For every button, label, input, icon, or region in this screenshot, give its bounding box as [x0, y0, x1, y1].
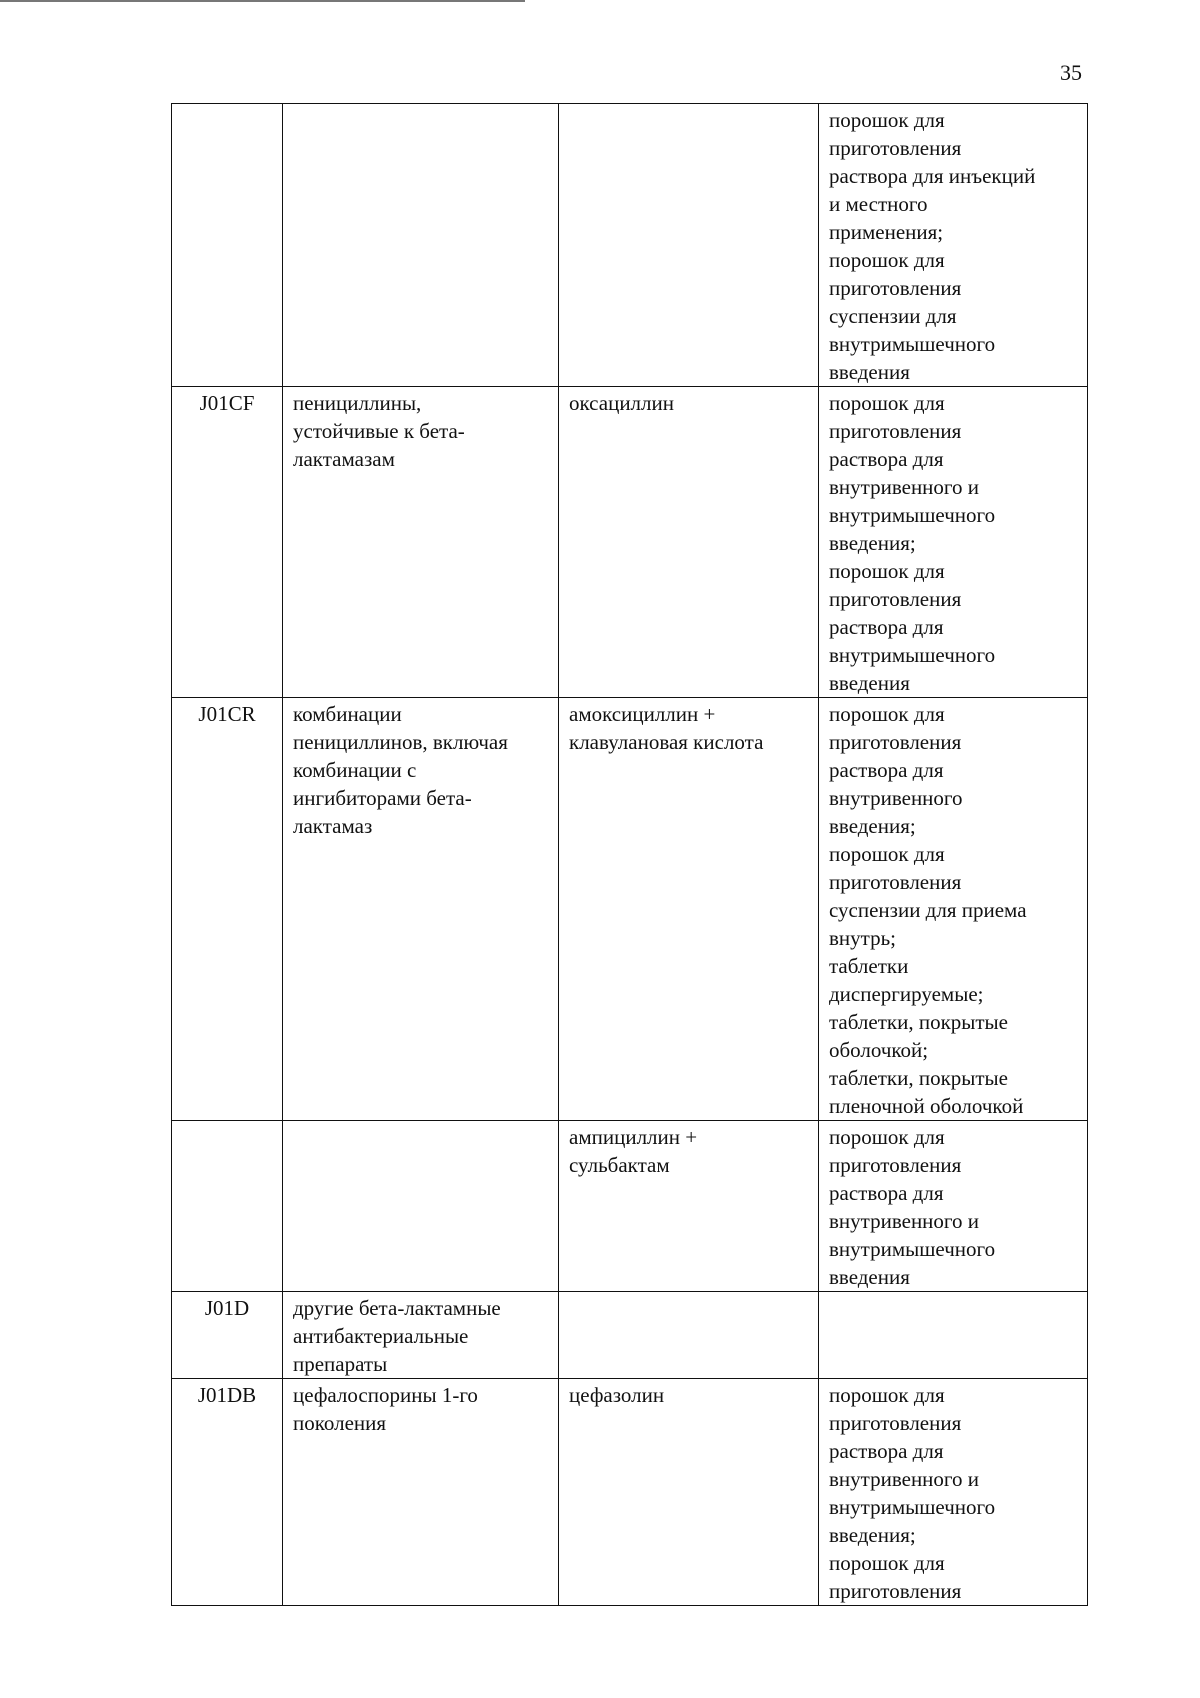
dosage-form: порошок для приготовления раствора для внутривенного и внутримышечного введения; порошок для приготовления: [819, 1379, 1088, 1606]
drug-name: [559, 104, 819, 387]
drug-name: амоксициллин + клавулановая кислота: [559, 698, 819, 1121]
dosage-form: [819, 1292, 1088, 1379]
dosage-form: порошок для приготовления раствора для внутривенного и внутримышечного введения; порошок для приготовления раствора для внутримышечного введения: [819, 387, 1088, 698]
atc-code: J01CF: [172, 387, 283, 698]
table-row: [172, 1379, 1088, 1606]
drug-table: [171, 103, 1088, 1606]
group-name: пенициллины, устойчивые к бета- лактамазам: [283, 387, 559, 698]
dosage-form: порошок для приготовления раствора для инъекций и местного применения; порошок для приготовления суспензии для внутримышечного введения: [819, 104, 1088, 387]
drug-name: оксациллин: [559, 387, 819, 698]
table-row: [172, 104, 1088, 387]
group-name: цефалоспорины 1-го поколения: [283, 1379, 559, 1606]
drug-name: цефазолин: [559, 1379, 819, 1606]
table-row: [172, 698, 1088, 1121]
group-name: [283, 1121, 559, 1292]
group-name: комбинации пенициллинов, включая комбинации с ингибиторами бета- лактамаз: [283, 698, 559, 1121]
dosage-form: порошок для приготовления раствора для внутривенного и внутримышечного введения: [819, 1121, 1088, 1292]
scan-edge-line: [0, 0, 525, 2]
drug-name: ампициллин + сульбактам: [559, 1121, 819, 1292]
atc-code: J01CR: [172, 698, 283, 1121]
page-number: 35: [1060, 60, 1082, 85]
drug-name: [559, 1292, 819, 1379]
atc-code: J01D: [172, 1292, 283, 1379]
group-name: другие бета-лактамные антибактериальные препараты: [283, 1292, 559, 1379]
dosage-form: порошок для приготовления раствора для внутривенного введения; порошок для приготовления суспензии для приема внутрь; таблетки диспергируемые; таблетки, покрытые оболочкой; таблетки, покрытые пленочной оболочкой: [819, 698, 1088, 1121]
atc-code: [172, 104, 283, 387]
group-name: [283, 104, 559, 387]
table-row: [172, 1292, 1088, 1379]
atc-code: J01DB: [172, 1379, 283, 1606]
atc-code: [172, 1121, 283, 1292]
table-row: [172, 387, 1088, 698]
table-row: [172, 1121, 1088, 1292]
